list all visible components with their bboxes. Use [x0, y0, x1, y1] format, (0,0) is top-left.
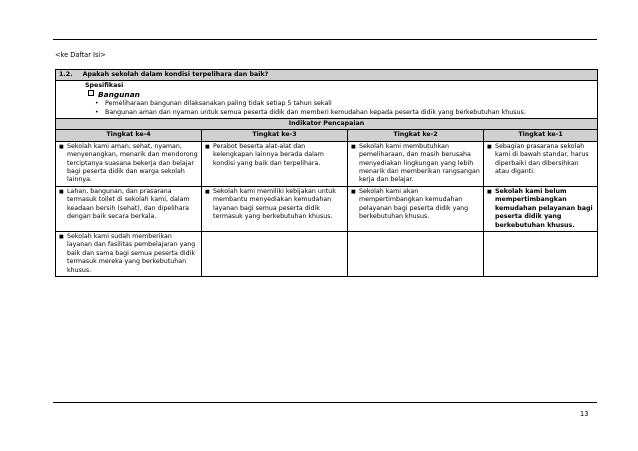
empty-cell — [202, 231, 348, 276]
spec-subtitle: Bangunan — [98, 89, 140, 99]
spec-item: • Bangunan aman dan nyaman untuk semua peserta didik dan memberi kemudahan kepada peserta didik yang berkebutuhan khusus. — [105, 109, 594, 117]
level-header-row — [56, 130, 598, 141]
criteria-cell: Sekolah kami akan mempertimbangkan kemudahan pelayanan bagi peserta didik yang berkebutuhan khusus. — [359, 187, 469, 221]
bullet-icon: ■ — [59, 143, 64, 150]
bullet-icon: ■ — [487, 143, 492, 150]
empty-cell — [348, 231, 484, 276]
bullet-icon: ■ — [59, 188, 64, 195]
indicator-title-row — [56, 119, 598, 130]
page-number: 13 — [580, 410, 589, 418]
question-text: Apakah sekolah dalam kondisi terpelihara dan baik? — [82, 71, 269, 78]
criteria-cell: Sekolah kami belum mempertimbangkan kemudahan pelayanan bagi peserta didik yang berkebutuhan khusus. — [495, 187, 593, 229]
spec-title: Spesifikasi — [85, 82, 124, 90]
criteria-cell: Sekolah kami memiliki kebijakan untuk membantu menyediakan kemudahan layanan bagi semua peserta didik termasuk yang berkebutuhan khusus. — [213, 187, 336, 221]
level-2-header: Tingkat ke-2 — [348, 130, 484, 141]
criteria-cell: Sekolah kami aman, sehat, nyaman, menyenangkan, menarik dan mendorong terciptanya suasana bekerja dan belajar bagi peserta didik dan warga sekolah lainnya. — [67, 142, 198, 184]
criteria-table — [55, 69, 598, 277]
table-row — [56, 231, 598, 276]
criteria-cell: Sekolah kami sudah memberikan layanan dan fasilitas pembelajaran yang baik dan sama bagi semua peserta didik termasuk mereka yang berkebutuhan khusus. — [67, 232, 196, 274]
toc-link[interactable]: <ke Daftar Isi> — [55, 51, 106, 59]
table-row — [56, 141, 598, 186]
criteria-cell: Perabot beserta alat-alat dan kelengkapan lainnya berada dalam kondisi yang baik dan terpelihara. — [213, 142, 324, 167]
empty-cell — [484, 231, 598, 276]
spec-row — [56, 81, 598, 119]
criteria-cell: Sebagian prasarana sekolah kami di bawah standar, harus diperbaiki dan dibersihkan atau diganti. — [495, 142, 589, 176]
criteria-cell: Sekolah kami membutuhkan pemeliharaan, dan masih berusaha menyediakan lingkungan yang lebih menarik dan memberikan rangsangan kerja dan belajar. — [359, 142, 480, 184]
bullet-icon: ■ — [59, 233, 64, 240]
bullet-icon: ■ — [351, 143, 356, 150]
spec-item: • Pemeliharaan bangunan dilaksanakan paling tidak setiap 5 tahun sekali — [105, 100, 594, 108]
checkbox-icon — [88, 90, 94, 96]
level-3-header: Tingkat ke-3 — [202, 130, 348, 141]
bullet-icon: ■ — [205, 143, 210, 150]
question-row — [56, 70, 598, 81]
criteria-cell: Lahan, bangunan, dan prasarana termasuk toilet di sekolah kami, dalam keadaan bersih (sehat), dan dipelihara dengan baik secara berkala. — [67, 187, 190, 221]
bullet-icon: ■ — [487, 188, 492, 195]
bottom-rule — [53, 402, 597, 403]
bullet-icon: ■ — [205, 188, 210, 195]
level-1-header: Tingkat ke-1 — [484, 130, 598, 141]
table-row — [56, 186, 598, 231]
indicator-title: Indikator Pencapaian — [56, 119, 598, 130]
question-number: 1.2. — [59, 71, 73, 78]
bullet-icon: ■ — [351, 188, 356, 195]
top-rule — [53, 39, 597, 40]
level-4-header: Tingkat ke-4 — [56, 130, 202, 141]
